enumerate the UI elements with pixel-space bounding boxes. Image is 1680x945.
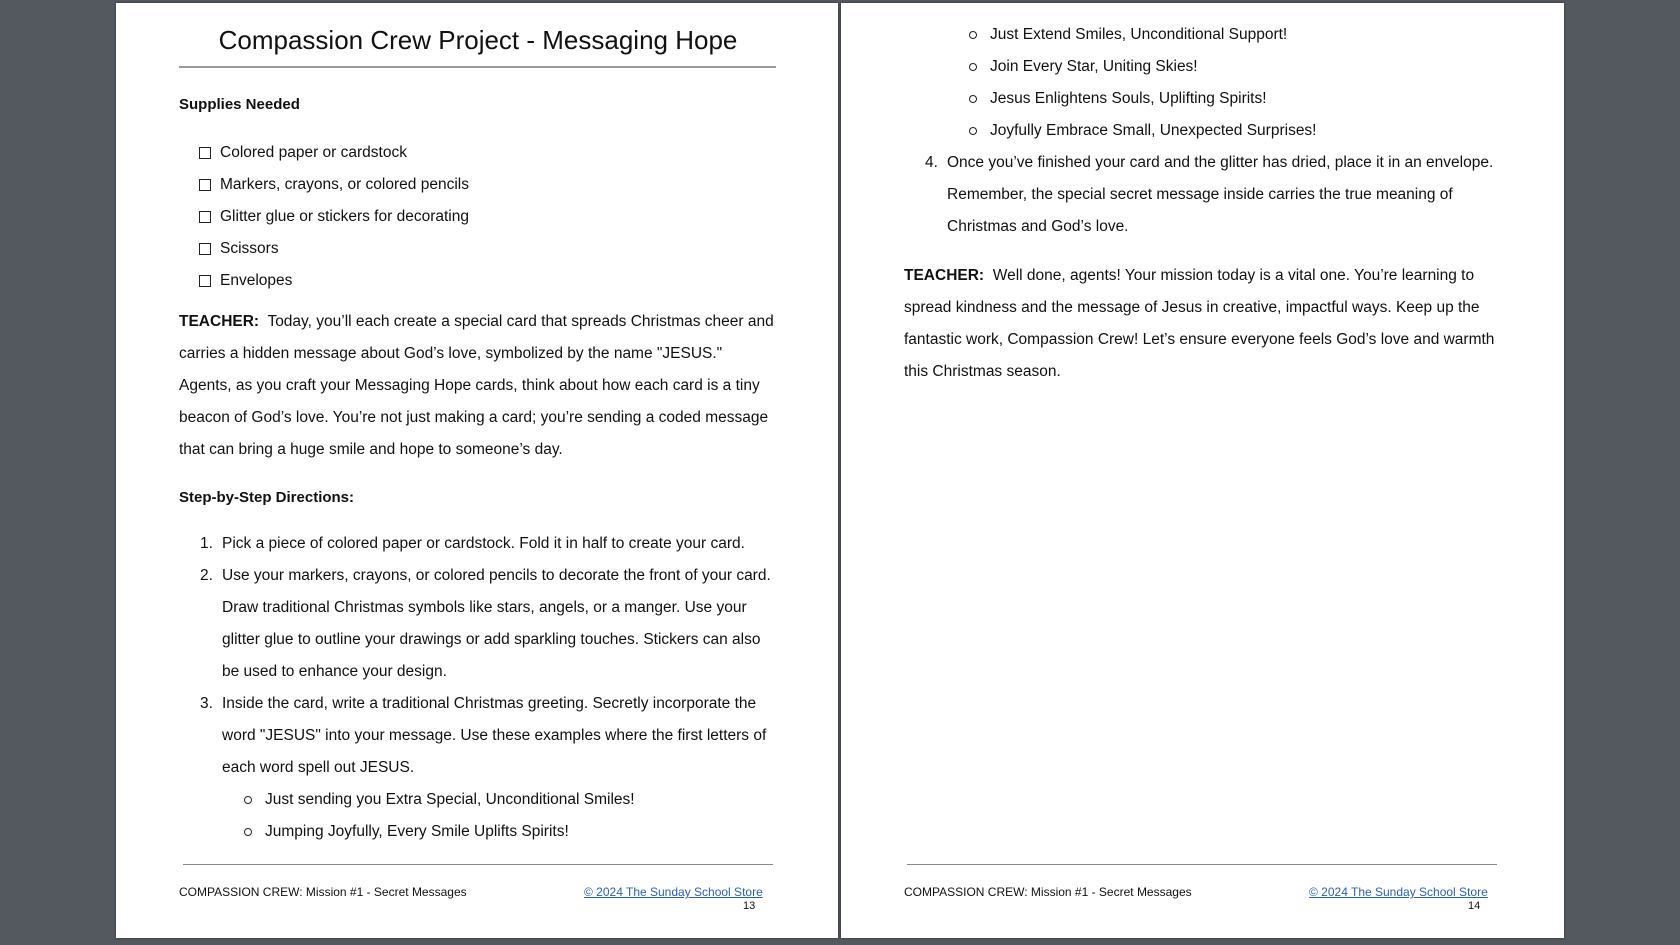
- supplies-heading: Supplies Needed: [179, 96, 300, 113]
- copyright-link[interactable]: © 2024 The Sunday School Store: [584, 885, 763, 899]
- supply-item: Scissors: [201, 233, 469, 265]
- circle-bullet-icon: [969, 31, 977, 39]
- page-13: [116, 3, 838, 938]
- example-item: Just Extend Smiles, Unconditional Support!: [947, 19, 1567, 51]
- directions-heading: Step-by-Step Directions:: [179, 489, 355, 506]
- teacher-label: TEACHER:: [904, 267, 985, 284]
- example-item: Join Every Star, Uniting Skies!: [947, 51, 1567, 83]
- teacher-intro: [179, 306, 777, 466]
- page-number: 14: [1468, 900, 1481, 912]
- checkbox-icon: [199, 275, 211, 287]
- directions-list: [179, 528, 779, 848]
- directions-list-continued: [904, 147, 1504, 243]
- footer-divider: [907, 864, 1497, 865]
- circle-bullet-icon: [244, 796, 252, 804]
- supply-item: Glitter glue or stickers for decorating: [201, 201, 469, 233]
- examples-list-continued: [904, 19, 1567, 147]
- circle-bullet-icon: [969, 127, 977, 135]
- example-item: Jesus Enlightens Souls, Uplifting Spirits!: [947, 83, 1567, 115]
- circle-bullet-icon: [969, 63, 977, 71]
- checkbox-icon: [199, 211, 211, 223]
- teacher-intro-text: Today, you’ll each create a special card that spreads Christmas cheer and carries a hidden message about God’s love, symbolized by the name "JESUS." Agents, as you craft your Messaging Hope cards, think about how each card is a tiny beacon of God’s love. You’re not just making a card; you’re sending a coded message that can bring a huge smile and hope to someone’s day.: [179, 313, 774, 458]
- example-item: Just sending you Extra Special, Unconditional Smiles!: [222, 784, 779, 816]
- supply-item: Envelopes: [201, 265, 469, 297]
- teacher-closing: [904, 260, 1504, 388]
- checkbox-icon: [199, 147, 211, 159]
- footer-divider: [183, 864, 773, 865]
- supply-item: Markers, crayons, or colored pencils: [201, 169, 469, 201]
- supplies-list: [201, 137, 469, 297]
- step-1: 1. Pick a piece of colored paper or cardstock. Fold it in half to create your card.: [200, 535, 745, 552]
- supply-item: Colored paper or cardstock: [201, 137, 469, 169]
- step-2: 2. Use your markers, crayons, or colored pencils to decorate the front of your card. Draw traditional Christmas symbols like stars, angels, or a manger. Use your glitter glue to outline your drawings or add sparkling touches. Stickers can also be used to enhance your design.: [200, 567, 771, 680]
- step-4: 4. Once you’ve finished your card and the glitter has dried, place it in an envelope. Remember, the special secret message inside carries the true meaning of Christmas and God’s love.: [925, 154, 1494, 235]
- examples-list: [222, 784, 779, 848]
- teacher-closing-text: Well done, agents! Your mission today is a vital one. You’re learning to spread kindness and the message of Jesus in creative, impactful ways. Keep up the fantastic work, Compassion Crew! Let’s ensure everyone feels God’s love and warmth this Christmas season.: [904, 267, 1495, 380]
- footer-title: COMPASSION CREW: Mission #1 - Secret Messages: [904, 885, 1192, 899]
- circle-bullet-icon: [244, 828, 252, 836]
- title-divider: [179, 66, 776, 68]
- page-title: Compassion Crew Project - Messaging Hope: [218, 25, 738, 55]
- checkbox-icon: [199, 243, 211, 255]
- footer-title: COMPASSION CREW: Mission #1 - Secret Messages: [179, 885, 467, 899]
- checkbox-icon: [199, 179, 211, 191]
- page-14: [841, 3, 1564, 938]
- circle-bullet-icon: [969, 95, 977, 103]
- page-number: 13: [743, 900, 756, 912]
- copyright-link[interactable]: © 2024 The Sunday School Store: [1309, 885, 1488, 899]
- teacher-label: TEACHER:: [179, 313, 260, 330]
- example-item: Jumping Joyfully, Every Smile Uplifts Spirits!: [222, 816, 779, 848]
- step-3: 3. Inside the card, write a traditional Christmas greeting. Secretly incorporate the word "JESUS" into your message. Use these examples where the first letters of each word spell out JESUS. Just sending you Extra Special, Unconditional Smiles! Jumping Joyfully, Every Smile Uplifts Spirits!: [179, 688, 779, 848]
- example-item: Joyfully Embrace Small, Unexpected Surprises!: [947, 115, 1567, 147]
